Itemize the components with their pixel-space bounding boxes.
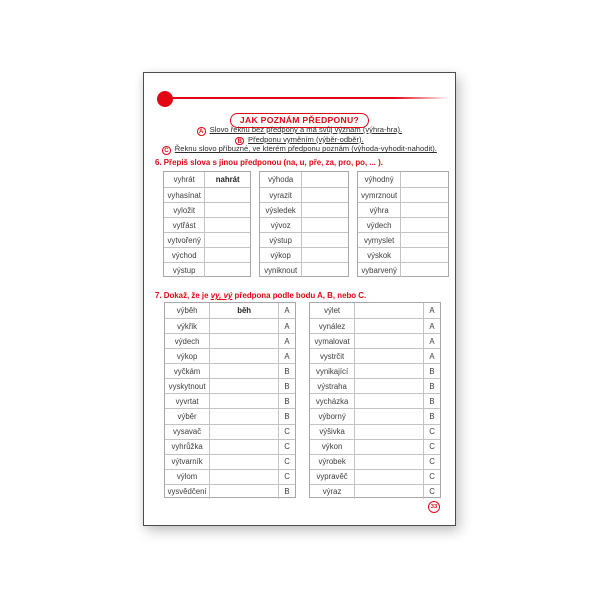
table-row	[260, 262, 348, 277]
red-bullet-icon	[157, 91, 173, 107]
word-cell: vyrazit	[269, 190, 292, 200]
word-cell: vyhasínat	[167, 190, 201, 200]
answer-cell	[354, 409, 423, 423]
rule-letter-cell: A	[278, 303, 295, 318]
table-row	[260, 187, 348, 202]
rule-letter-cell: B	[278, 364, 295, 378]
rule-letter-cell: B	[278, 485, 295, 499]
page-number-badge: 33	[428, 501, 440, 513]
word-cell: výhodný	[364, 175, 394, 184]
answer-cell: běh	[209, 303, 278, 318]
rule-letter-cell: A	[423, 303, 440, 318]
answer-cell	[400, 218, 448, 232]
rule-letter-cell: B	[278, 409, 295, 423]
rule-letter-cell: C	[278, 470, 295, 484]
word-cell: výtvarník	[171, 457, 203, 467]
table-row	[164, 202, 250, 217]
word-cell: výstup	[172, 265, 196, 275]
word-cell: výkřik	[177, 321, 198, 331]
table-row	[310, 484, 440, 499]
table-row	[165, 378, 295, 393]
answer-cell	[209, 364, 278, 378]
word-cell: vyvrtat	[175, 396, 199, 406]
answer-cell	[204, 233, 250, 247]
table-row	[310, 363, 440, 378]
answer-cell	[354, 394, 423, 408]
point-text: Řeknu slovo příbuzné, ve kterém předponu poznám (výhoda-vyhodit-nahodit).	[174, 144, 437, 154]
answer-cell	[204, 263, 250, 277]
answer-cell	[354, 349, 423, 363]
word-cell: vysvědčení	[167, 487, 207, 497]
rule-letter-cell: A	[423, 319, 440, 333]
answer-cell	[400, 263, 448, 277]
table-row	[260, 172, 348, 187]
word-cell: vyhrát	[173, 175, 195, 184]
word-cell: vysavač	[173, 427, 202, 437]
answer-cell	[301, 188, 348, 202]
table-row	[310, 454, 440, 469]
point-letter-badge: B	[235, 137, 244, 146]
rule-letter-cell: C	[423, 425, 440, 439]
answer-cell	[204, 188, 250, 202]
answer-cell	[400, 203, 448, 217]
word-cell: výstraha	[317, 381, 347, 391]
answer-cell	[204, 203, 250, 217]
table-row	[310, 348, 440, 363]
word-cell: vybarvený	[361, 265, 397, 275]
rule-letter-cell: B	[278, 379, 295, 393]
answer-cell	[204, 218, 250, 232]
table-row	[358, 217, 448, 232]
point-letter-badge: C	[162, 146, 171, 155]
word-cell: vymyslet	[363, 235, 395, 245]
table-row	[165, 408, 295, 423]
rule-letter-cell: C	[423, 470, 440, 484]
answer-cell	[354, 455, 423, 469]
table-row	[260, 202, 348, 217]
table-row	[358, 262, 448, 277]
answer-cell	[209, 470, 278, 484]
table-row	[164, 172, 250, 187]
answer-cell	[301, 218, 348, 232]
answer-cell	[301, 233, 348, 247]
table-row	[310, 469, 440, 484]
rule-letter-cell: A	[423, 349, 440, 363]
answer-cell	[209, 334, 278, 348]
word-cell: výlom	[176, 472, 198, 482]
word-cell: vycházka	[315, 396, 349, 406]
table-row	[165, 333, 295, 348]
table-row	[310, 303, 440, 318]
answer-cell	[209, 409, 278, 423]
rule-letter-cell: B	[423, 364, 440, 378]
answer-cell	[209, 394, 278, 408]
answer-cell	[400, 233, 448, 247]
table-row	[165, 363, 295, 378]
header-title-badge: JAK POZNÁM PŘEDPONU?	[230, 113, 369, 128]
table-row	[164, 217, 250, 232]
answer-cell	[209, 440, 278, 454]
rule-letter-cell: B	[423, 409, 440, 423]
rule-point	[144, 144, 455, 154]
word-cell: vyskytnout	[168, 381, 206, 391]
rule-letter-cell: B	[423, 379, 440, 393]
table-row	[310, 318, 440, 333]
word-cell: vytvořený	[167, 235, 201, 245]
table-row	[165, 318, 295, 333]
word-cell: výdech	[174, 336, 200, 346]
rule-letter-cell: C	[278, 440, 295, 454]
answer-cell	[354, 319, 423, 333]
answer-cell	[209, 425, 278, 439]
answer-cell	[209, 349, 278, 363]
answer-cell	[354, 334, 423, 348]
answer-cell	[209, 455, 278, 469]
word-cell: výhoda	[268, 175, 294, 184]
table-row	[165, 469, 295, 484]
table-row	[310, 424, 440, 439]
rule-point	[144, 125, 455, 135]
table-row	[260, 232, 348, 247]
rule-letter-cell: A	[278, 334, 295, 348]
rule-letter-cell: C	[423, 440, 440, 454]
exercise6-table-3	[357, 171, 449, 277]
rule-point	[144, 135, 455, 145]
word-cell: vyhrůžka	[171, 442, 203, 452]
word-cell: východ	[171, 250, 197, 260]
word-cell: vytřást	[172, 220, 196, 230]
answer-cell	[354, 425, 423, 439]
word-cell: výskok	[367, 250, 392, 260]
answer-cell	[209, 319, 278, 333]
word-cell: výšivka	[319, 427, 345, 437]
word-cell: výhra	[369, 205, 389, 215]
word-cell: vymrznout	[361, 190, 398, 200]
answer-cell	[400, 172, 448, 187]
table-row	[310, 439, 440, 454]
word-cell: vyniknout	[264, 265, 298, 275]
answer-cell	[354, 379, 423, 393]
word-cell: výdech	[366, 220, 392, 230]
exercise7-title-emphasis: vy, vý	[210, 291, 233, 300]
table-row	[358, 172, 448, 187]
point-text: Předponu vyměním (výběr-odběr).	[248, 134, 364, 144]
answer-cell	[301, 248, 348, 262]
word-cell: výkop	[270, 250, 291, 260]
table-row	[358, 202, 448, 217]
rule-letter-cell: A	[423, 334, 440, 348]
exercise7-table-2	[309, 302, 441, 498]
rule-letter-cell: C	[423, 485, 440, 499]
rule-letter-cell: C	[278, 455, 295, 469]
answer-cell: nahrát	[204, 172, 250, 187]
word-cell: výrobek	[318, 457, 346, 467]
exercise7-title	[155, 291, 447, 300]
word-cell: výraz	[322, 487, 342, 497]
table-row	[165, 424, 295, 439]
answer-cell	[204, 248, 250, 262]
word-cell: vypravěč	[316, 472, 348, 482]
exercise6-table-2	[259, 171, 349, 277]
table-row	[358, 247, 448, 262]
word-cell: výkon	[321, 442, 343, 452]
exercise7-title-suffix: předpona podle bodu A, B, nebo C.	[232, 291, 367, 300]
table-row	[164, 187, 250, 202]
word-cell: vymalovat	[314, 336, 350, 346]
word-cell: výkop	[176, 351, 198, 361]
answer-cell	[301, 172, 348, 187]
rule-letter-cell: C	[423, 455, 440, 469]
answer-cell	[400, 188, 448, 202]
answer-cell	[209, 379, 278, 393]
point-text: Slovo řeknu bez předpony a má svůj význam (výhra-hra).	[209, 125, 403, 134]
table-row	[165, 484, 295, 499]
rule-letter-cell: A	[278, 319, 295, 333]
table-row	[310, 378, 440, 393]
table-row	[310, 408, 440, 423]
word-cell: výstup	[269, 235, 292, 245]
word-cell: vývoz	[270, 220, 291, 230]
answer-cell	[301, 203, 348, 217]
word-cell: výběr	[177, 411, 197, 421]
word-cell: vynikající	[316, 366, 349, 376]
exercise7-title-prefix: 7. Dokaž, že je	[155, 291, 211, 300]
table-row	[310, 333, 440, 348]
table-row	[165, 454, 295, 469]
exercise7-table-1	[164, 302, 296, 498]
answer-cell	[354, 440, 423, 454]
answer-cell	[400, 248, 448, 262]
table-row	[260, 247, 348, 262]
table-row	[165, 348, 295, 363]
answer-cell	[301, 263, 348, 277]
table-row	[164, 262, 250, 277]
word-cell: výlet	[324, 306, 341, 316]
table-row	[358, 187, 448, 202]
exercise6-title: 6. Přepiš slova s jinou předponou (na, u, pře, za, pro, po, ... ).	[155, 158, 383, 167]
table-row	[165, 303, 295, 318]
word-cell: vystrčit	[319, 351, 345, 361]
table-row	[310, 393, 440, 408]
answer-cell	[354, 485, 423, 499]
word-cell: vynález	[318, 321, 346, 331]
rule-letter-cell: B	[423, 394, 440, 408]
answer-cell	[354, 303, 423, 318]
red-divider-rule	[171, 97, 450, 99]
worksheet-page	[143, 72, 456, 526]
word-cell: výborný	[318, 411, 346, 421]
header-points	[144, 125, 455, 154]
word-cell: výběh	[176, 306, 198, 316]
point-letter-badge: A	[197, 127, 206, 136]
answer-cell	[209, 485, 278, 499]
answer-cell	[354, 364, 423, 378]
exercise6-table-1	[163, 171, 251, 277]
rule-letter-cell: A	[278, 349, 295, 363]
word-cell: vyložit	[173, 205, 196, 215]
table-row	[164, 232, 250, 247]
word-cell: výsledek	[265, 205, 296, 215]
rule-letter-cell: B	[278, 394, 295, 408]
table-row	[164, 247, 250, 262]
table-row	[165, 393, 295, 408]
table-row	[358, 232, 448, 247]
table-row	[165, 439, 295, 454]
rule-letter-cell: C	[278, 425, 295, 439]
table-row	[260, 217, 348, 232]
word-cell: vyčkám	[173, 366, 201, 376]
answer-cell	[354, 470, 423, 484]
